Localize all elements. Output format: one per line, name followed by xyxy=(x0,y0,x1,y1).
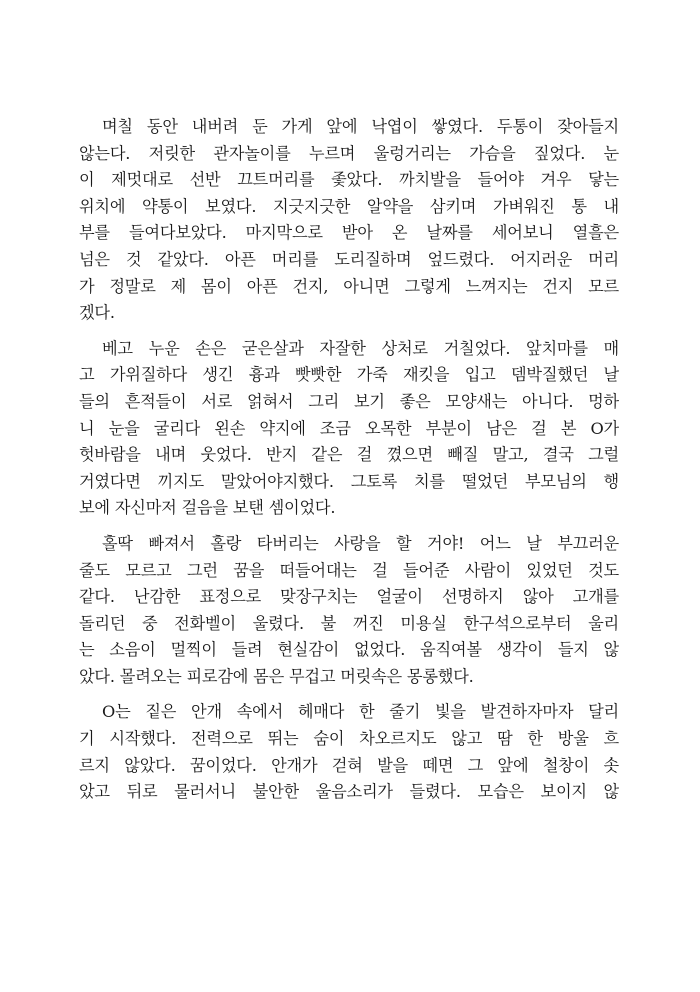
text-line: 않는다. 저릿한 관자놀이를 누르며 울렁거리는 가슴을 짚었다. 눈 xyxy=(79,143,619,163)
text-line: 들의 흔적들이 서로 얽혀서 그리 보기 좋은 모양새는 아니다. 멍하 xyxy=(79,391,619,411)
text-line: 보에 자신마저 걸음을 보탠 셈이었다. xyxy=(79,498,336,518)
text-line: 같다. 난감한 표정으로 맞장구치는 얼굴이 선명하지 않아 고개를 xyxy=(79,587,619,607)
text-line: 홀딱 빠져서 홀랑 타버리는 사랑을 할 거야! 어느 날 부끄러운 xyxy=(102,533,619,553)
text-line: 가 정말로 제 몸이 아픈 건지, 아니면 그렇게 느껴지는 건지 모르 xyxy=(79,276,619,296)
text-line: 넘은 것 같았다. 아픈 머리를 도리질하며 엎드렸다. 어지러운 머리 xyxy=(79,249,619,269)
paragraph-1 xyxy=(79,114,619,327)
text-line: 니 눈을 굴리다 왼손 약지에 조금 오목한 부분이 남은 걸 본 O가 xyxy=(79,418,619,438)
text-line: 위치에 약통이 보였다. 지긋지긋한 알약을 삼키며 가벼워진 통 내 xyxy=(79,196,619,216)
text-line: 베고 누운 손은 굳은살과 자잘한 상처로 거칠었다. 앞치마를 매 xyxy=(102,338,619,358)
text-line: 며칠 동안 내버려 둔 가게 앞에 낙엽이 쌓였다. 두통이 잦아들지 xyxy=(102,117,619,136)
text-line: 르지 않았다. 꿈이었다. 안개가 걷혀 발을 떼면 그 앞에 철창이 솟 xyxy=(79,755,619,775)
body-text xyxy=(79,114,619,815)
paragraph-4 xyxy=(79,699,619,805)
paragraph-3 xyxy=(79,531,619,691)
text-line: 았고 뒤로 물러서니 불안한 울음소리가 들렸다. 모습은 보이지 않 xyxy=(79,782,619,802)
text-line: 겠다. xyxy=(79,303,115,323)
text-line: 았다. 몰려오는 피로감에 몸은 무겁고 머릿속은 몽롱했다. xyxy=(79,666,474,686)
text-line: 이 제멋대로 선반 끄트머리를 좇았다. 까치발을 들어야 겨우 닿는 xyxy=(79,170,619,190)
text-line: 부를 들여다보았다. 마지막으로 받아 온 날짜를 세어보니 열흘은 xyxy=(79,223,619,243)
text-line: 고 가위질하다 생긴 흉과 빳빳한 가죽 재킷을 입고 뎀박질했던 날 xyxy=(79,365,619,385)
text-line: 줄도 모르고 그런 꿈을 떠들어대는 걸 들어준 사람이 있었던 것도 xyxy=(79,560,619,580)
paragraph-2 xyxy=(79,336,619,522)
text-line: 는 소음이 멀찍이 들려 현실감이 없었다. 움직여볼 생각이 들지 않 xyxy=(79,640,619,660)
text-line: 돌리던 중 전화벨이 울렸다. 불 꺼진 미용실 한구석으로부터 울리 xyxy=(79,613,619,633)
text-line: 헛바람을 내며 웃었다. 반지 같은 걸 꼈으면 빼질 말고, 결국 그럴 xyxy=(79,445,619,465)
text-line: 기 시작했다. 전력으로 뛰는 숨이 차오르지도 않고 땀 한 방울 흐 xyxy=(79,729,619,749)
text-line: 거였다면 끼지도 말았어야지했다. 그토록 치를 떨었던 부모님의 행 xyxy=(79,471,619,491)
text-line: O는 짙은 안개 속에서 헤매다 한 줄기 빛을 발견하자마자 달리 xyxy=(102,702,619,722)
